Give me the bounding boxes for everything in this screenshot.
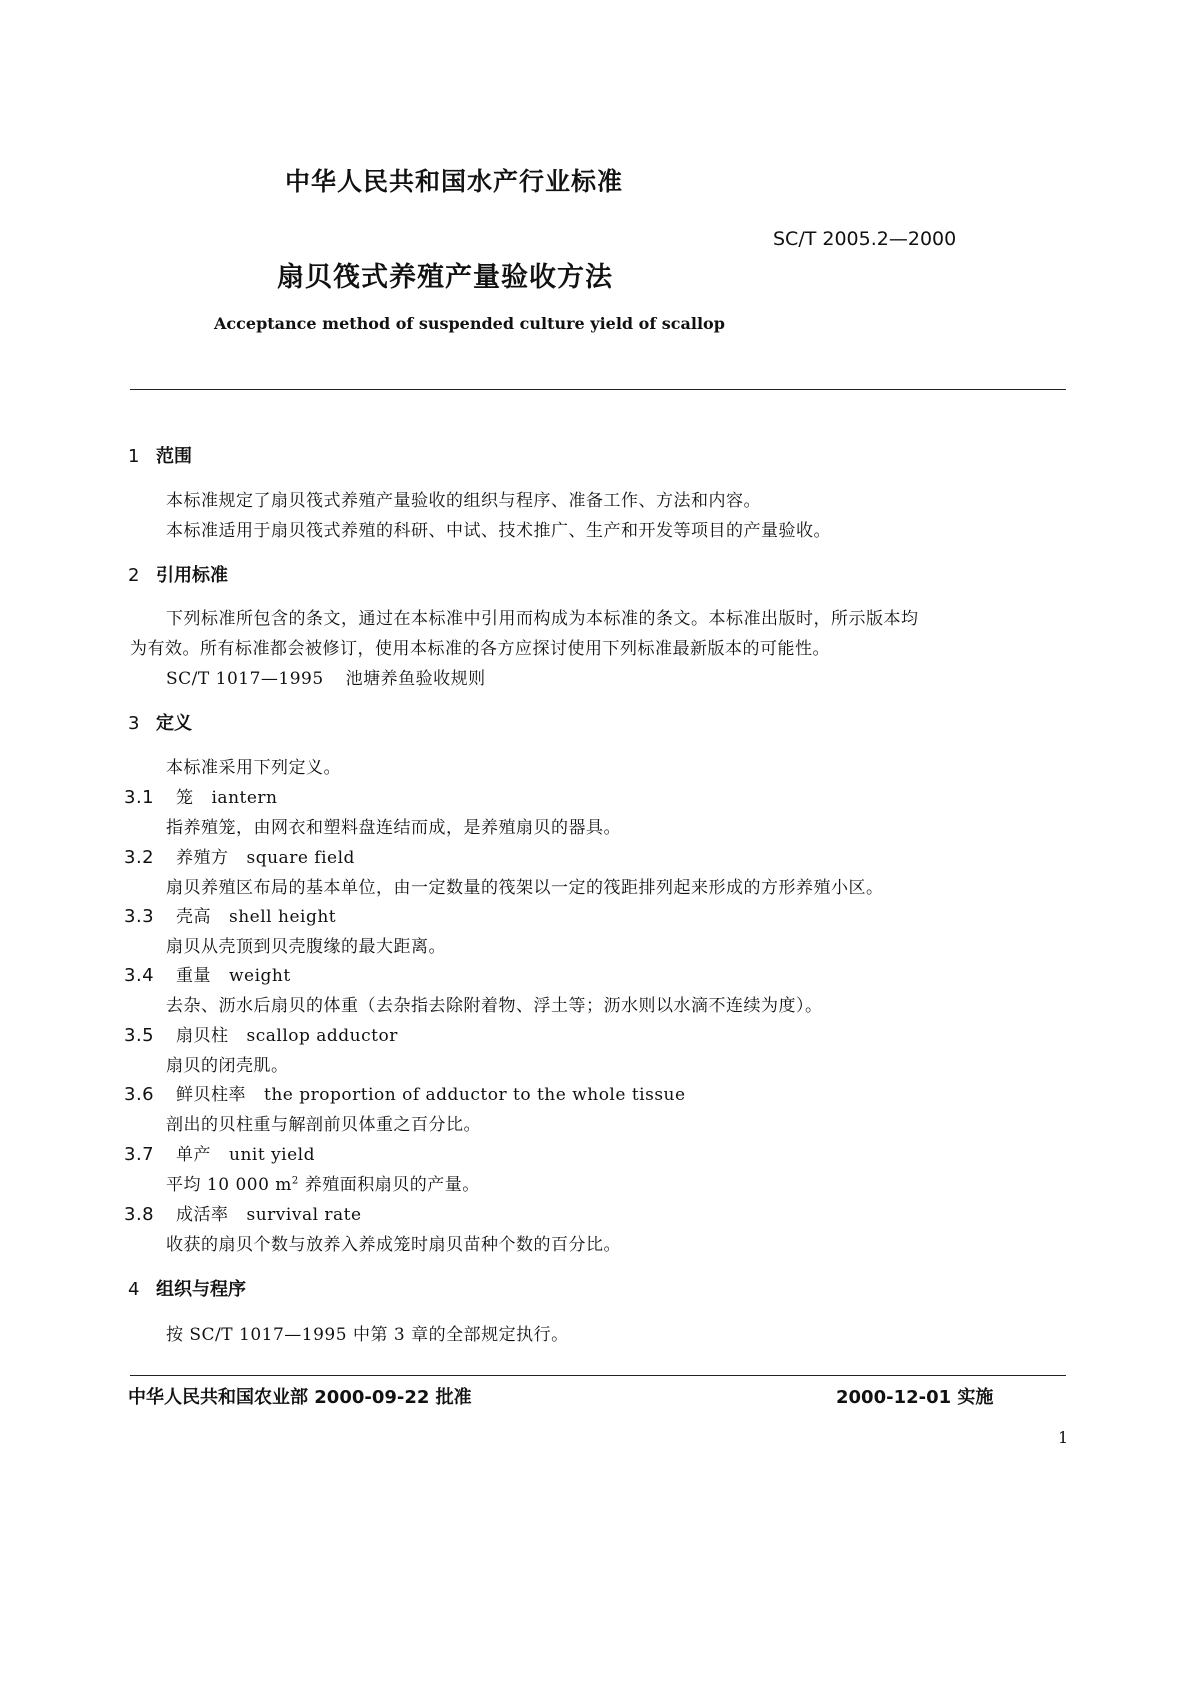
definition-3-3-description: 扇贝从壳顶到贝壳腹缘的最大距离。 bbox=[166, 937, 446, 957]
definition-term: 养殖方 bbox=[176, 848, 229, 868]
description-text: 平均 10 000 m bbox=[166, 1175, 292, 1195]
section-3-intro: 本标准采用下列定义。 bbox=[166, 758, 341, 778]
definition-3-7-description bbox=[166, 1170, 480, 1195]
definition-term: 扇贝柱 bbox=[176, 1026, 229, 1046]
section-4-heading bbox=[128, 1275, 246, 1301]
definition-3-3 bbox=[124, 902, 336, 927]
definition-3-5 bbox=[124, 1021, 398, 1046]
definition-number: 3.5 bbox=[124, 1025, 155, 1046]
definition-term-en: scallop adductor bbox=[246, 1026, 398, 1046]
definition-term: 笼 bbox=[176, 788, 194, 808]
definition-3-6-description: 剖出的贝柱重与解剖前贝体重之百分比。 bbox=[166, 1115, 481, 1135]
definition-number: 3.4 bbox=[124, 965, 155, 986]
page-number: 1 bbox=[1058, 1428, 1069, 1447]
section-2-paragraph-line-1: 下列标准所包含的条文，通过在本标准中引用而构成为本标准的条文。本标准出版时，所示版本均 bbox=[166, 609, 919, 629]
implementation-date: 2000-12-01 实施 bbox=[836, 1387, 994, 1408]
section-4-paragraph-1: 按 SC/T 1017—1995 中第 3 章的全部规定执行。 bbox=[166, 1325, 569, 1345]
section-1-paragraph-1: 本标准规定了扇贝筏式养殖产量验收的组织与程序、准备工作、方法和内容。 bbox=[166, 491, 761, 511]
section-3-heading bbox=[128, 709, 192, 735]
section-number: 4 bbox=[128, 1279, 140, 1300]
definition-number: 3.6 bbox=[124, 1084, 155, 1105]
definition-number: 3.3 bbox=[124, 906, 155, 927]
definition-term-en: weight bbox=[229, 966, 291, 986]
definition-3-8 bbox=[124, 1200, 362, 1225]
section-1-heading bbox=[128, 442, 192, 468]
section-2-reference bbox=[166, 664, 486, 689]
definition-term: 重量 bbox=[176, 966, 211, 986]
definition-3-1-description: 指养殖笼，由网衣和塑料盘连结而成，是养殖扇贝的器具。 bbox=[166, 818, 621, 838]
approval-statement: 中华人民共和国农业部 2000-09-22 批准 bbox=[128, 1387, 472, 1408]
definition-number: 3.7 bbox=[124, 1144, 155, 1165]
section-title: 引用标准 bbox=[156, 565, 228, 586]
definition-3-1 bbox=[124, 783, 278, 808]
reference-code: SC/T 1017—1995 bbox=[166, 669, 324, 689]
superscript: 2 bbox=[291, 1175, 299, 1187]
definition-term-en: survival rate bbox=[246, 1205, 362, 1225]
header-divider bbox=[130, 389, 1066, 390]
definition-term: 成活率 bbox=[176, 1205, 229, 1225]
document-title-en: Acceptance method of suspended culture yield of scallop bbox=[214, 314, 725, 333]
definition-term-en: shell height bbox=[229, 907, 337, 927]
description-text: 养殖面积扇贝的产量。 bbox=[298, 1175, 480, 1195]
definition-term: 鲜贝柱率 bbox=[176, 1085, 246, 1105]
definition-3-7 bbox=[124, 1140, 315, 1165]
section-number: 2 bbox=[128, 565, 140, 586]
section-number: 1 bbox=[128, 446, 140, 467]
standard-code: SC/T 2005.2—2000 bbox=[773, 228, 957, 250]
definition-term: 壳高 bbox=[176, 907, 211, 927]
section-title: 定义 bbox=[156, 713, 192, 734]
definition-3-8-description: 收获的扇贝个数与放养入养成笼时扇贝苗种个数的百分比。 bbox=[166, 1235, 621, 1255]
definition-number: 3.2 bbox=[124, 847, 155, 868]
section-title: 范围 bbox=[156, 446, 192, 467]
definition-3-4-description: 去杂、沥水后扇贝的体重（去杂指去除附着物、浮土等；沥水则以水滴不连续为度）。 bbox=[166, 996, 823, 1016]
reference-title: 池塘养鱼验收规则 bbox=[345, 669, 486, 689]
definition-term-en: unit yield bbox=[229, 1145, 315, 1165]
definition-number: 3.1 bbox=[124, 787, 155, 808]
definition-3-4 bbox=[124, 961, 291, 986]
section-1-paragraph-2: 本标准适用于扇贝筏式养殖的科研、中试、技术推广、生产和开发等项目的产量验收。 bbox=[166, 521, 831, 541]
definition-number: 3.8 bbox=[124, 1204, 155, 1225]
document-title-cn: 扇贝筏式养殖产量验收方法 bbox=[277, 262, 613, 293]
definition-3-2 bbox=[124, 843, 355, 868]
footer-divider bbox=[130, 1375, 1066, 1376]
section-2-heading bbox=[128, 561, 228, 587]
definition-term-en: square field bbox=[246, 848, 355, 868]
definition-3-5-description: 扇贝的闭壳肌。 bbox=[166, 1056, 289, 1076]
section-title: 组织与程序 bbox=[156, 1279, 246, 1300]
standard-category: 中华人民共和国水产行业标准 bbox=[285, 167, 624, 196]
section-number: 3 bbox=[128, 713, 140, 734]
definition-3-2-description: 扇贝养殖区布局的基本单位，由一定数量的筏架以一定的筏距排列起来形成的方形养殖小区。 bbox=[166, 878, 884, 898]
section-2-paragraph-line-2: 为有效。所有标准都会被修订，使用本标准的各方应探讨使用下列标准最新版本的可能性。 bbox=[130, 639, 830, 659]
definition-term: 单产 bbox=[176, 1145, 211, 1165]
definition-term-en: iantern bbox=[211, 788, 278, 808]
definition-term-en: the proportion of adductor to the whole tissue bbox=[264, 1085, 686, 1105]
definition-3-6 bbox=[124, 1080, 686, 1105]
